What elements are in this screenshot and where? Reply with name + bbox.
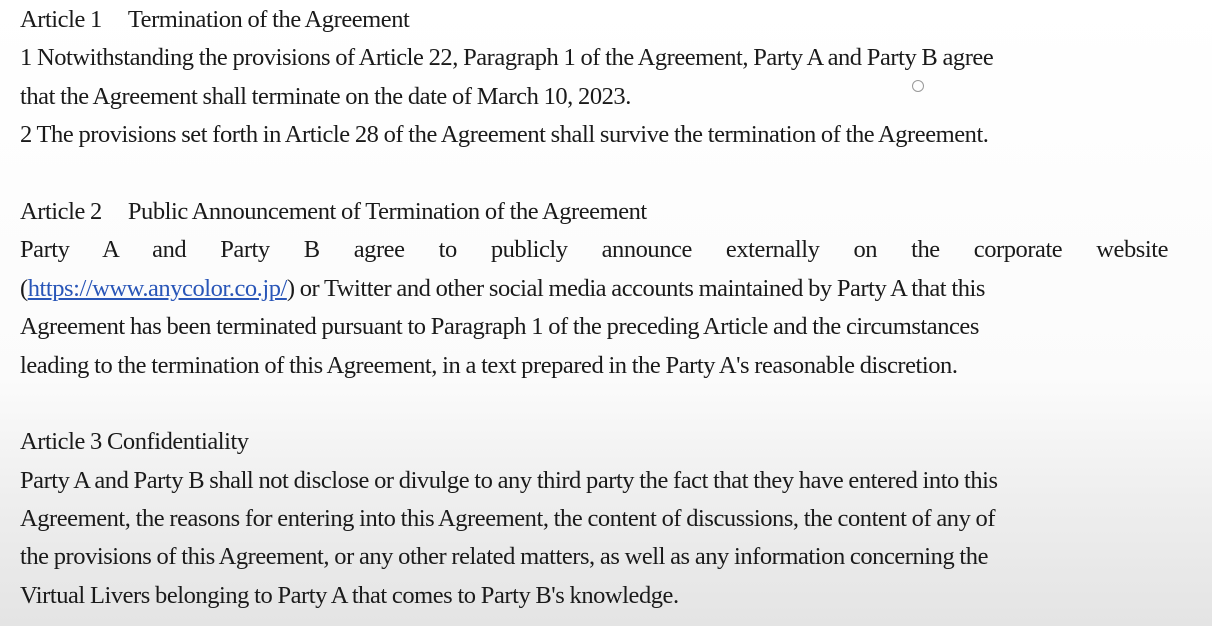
article-2-line-1: Party A and Party B agree to publicly announce externally on the corporate website	[20, 236, 1168, 264]
article-1-number: Article 1	[20, 6, 102, 33]
article-1-title: Termination of the Agreement	[127, 6, 410, 33]
article-1-paragraph-2: 2 The provisions set forth in Article 28 of the Agreement shall survive the termination of the Agreement.	[20, 121, 989, 149]
document-page	[20, 1, 1168, 615]
article-2-line-2-rest: ) or Twitter and other social media accounts maintained by Party A that this	[286, 274, 985, 302]
article-3-line-2: Agreement, the reasons for entering into this Agreement, the content of discussions, the content of any of	[20, 505, 996, 533]
article-2-line-3: Agreement has been terminated pursuant to Paragraph 1 of the preceding Article and the circumstances	[20, 313, 979, 341]
article-3-heading: Article 3 Confidentiality	[20, 428, 249, 456]
blank-line	[20, 155, 1168, 193]
article-3-line-1: Party A and Party B shall not disclose or divulge to any third party the fact that they have entered into this	[20, 466, 998, 494]
article-2-title: Public Announcement of Termination of the Agreement	[127, 197, 647, 225]
link-open-paren: (	[20, 274, 28, 302]
article-3-line-3: the provisions of this Agreement, or any other related matters, as well as any information concerning the	[20, 543, 989, 571]
article-2-heading	[20, 193, 1168, 231]
mouse-cursor-icon	[912, 80, 924, 92]
article-3-line-4: Virtual Livers belonging to Party A that comes to Party B's knowledge.	[20, 581, 679, 609]
article-2-line-4: leading to the termination of this Agreement, in a text prepared in the Party A's reasonable discretion.	[20, 351, 958, 379]
corporate-website-link[interactable]: https://www.anycolor.co.jp/	[27, 274, 287, 302]
blank-line	[20, 385, 1168, 423]
article-1-heading	[20, 1, 1168, 39]
article-2-line-2	[20, 270, 1168, 308]
article-1-paragraph-1-line-2: that the Agreement shall terminate on the date of March 10, 2023.	[20, 82, 631, 110]
article-1-paragraph-1-line-1: 1 Notwithstanding the provisions of Article 22, Paragraph 1 of the Agreement, Party A and Party B agree	[20, 44, 994, 72]
article-2-number: Article 2	[20, 197, 102, 225]
